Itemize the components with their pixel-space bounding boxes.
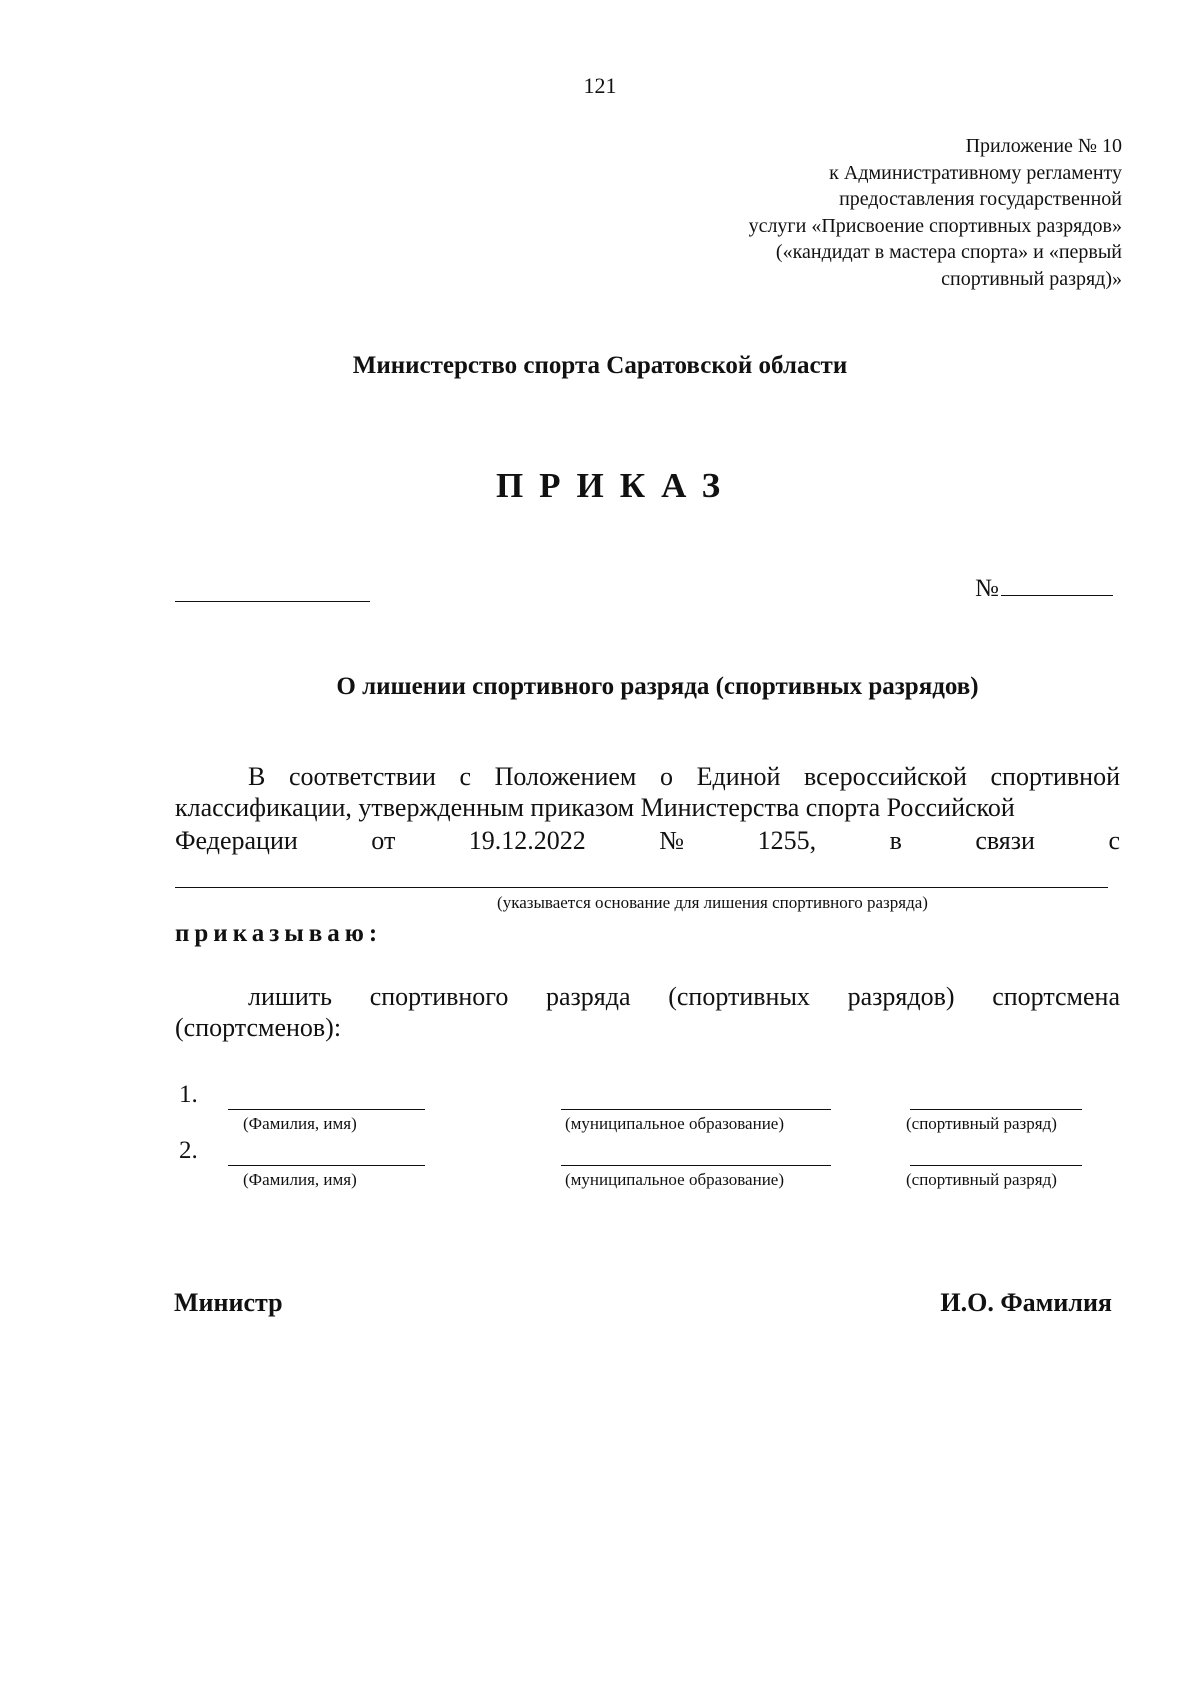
order-number-block: [975, 575, 1113, 603]
athlete-rank-line: [910, 1109, 1082, 1110]
page-number: 121: [583, 73, 617, 98]
appendix-line: Приложение № 10: [965, 135, 1122, 157]
basis-word: 1255,: [757, 826, 817, 855]
basis-paragraph-last-line: [175, 826, 1120, 856]
athlete-rank-line: [910, 1165, 1082, 1166]
basis-blank-line: [175, 887, 1108, 888]
basis-word: 19.12.2022: [468, 826, 586, 855]
order-paragraph: [175, 981, 1120, 1043]
appendix-line: спортивный разряд)»: [941, 267, 1122, 290]
athlete-rank-caption: (спортивный разряд): [906, 1170, 1057, 1189]
date-blank-line: [175, 601, 370, 602]
appendix-line: предоставления государственной: [839, 188, 1122, 211]
appendix-line: к Административному регламенту: [829, 161, 1122, 184]
basis-word: связи: [975, 826, 1035, 855]
athlete-municipality-line: [561, 1165, 831, 1166]
signer-position: Министр: [174, 1288, 283, 1317]
basis-word: с: [1108, 826, 1120, 855]
athlete-municipality-caption: (муниципальное образование): [565, 1114, 784, 1133]
number-sign: №: [975, 575, 999, 602]
signer-name: И.О. Фамилия: [940, 1288, 1112, 1317]
athlete-row-number: 1.: [179, 1081, 198, 1108]
athlete-rank-caption: (спортивный разряд): [906, 1114, 1057, 1133]
basis-paragraph: [175, 761, 1120, 823]
order-paragraph-last-line: (спортсменов):: [175, 1013, 342, 1042]
ministry-title: Министерство спорта Саратовской области: [352, 352, 848, 379]
athlete-name-caption: (Фамилия, имя): [243, 1170, 357, 1189]
basis-word: №: [659, 826, 685, 855]
basis-word: в: [889, 826, 902, 855]
order-subject: О лишении спортивного разряда (спортивных разрядов): [336, 673, 979, 700]
appendix-header: [602, 133, 1122, 293]
number-blank-line: [1001, 595, 1113, 596]
basis-word: Федерации: [175, 826, 298, 855]
appendix-line: («кандидат в мастера спорта» и «первый: [775, 241, 1122, 264]
basis-paragraph-text: В соответствии с Положением о Единой всероссийской спортивной классификации, утвержденным приказом Министерства спорта Российской: [175, 762, 1120, 822]
appendix-line: услуги «Присвоение спортивных разрядов»: [748, 214, 1122, 237]
basis-word: от: [371, 826, 396, 855]
order-word: приказываю:: [175, 920, 383, 947]
athlete-name-caption: (Фамилия, имя): [243, 1114, 357, 1133]
athlete-name-line: [228, 1109, 425, 1110]
athlete-name-line: [228, 1165, 425, 1166]
athlete-municipality-caption: (муниципальное образование): [565, 1170, 784, 1189]
athlete-municipality-line: [561, 1109, 831, 1110]
athlete-row-number: 2.: [179, 1137, 198, 1164]
basis-caption: (указывается основание для лишения спортивного разряда): [497, 893, 928, 912]
document-type-title: ПРИКАЗ: [495, 466, 737, 505]
order-paragraph-text: лишить спортивного разряда (спортивных разрядов) спортсмена: [248, 982, 1120, 1011]
